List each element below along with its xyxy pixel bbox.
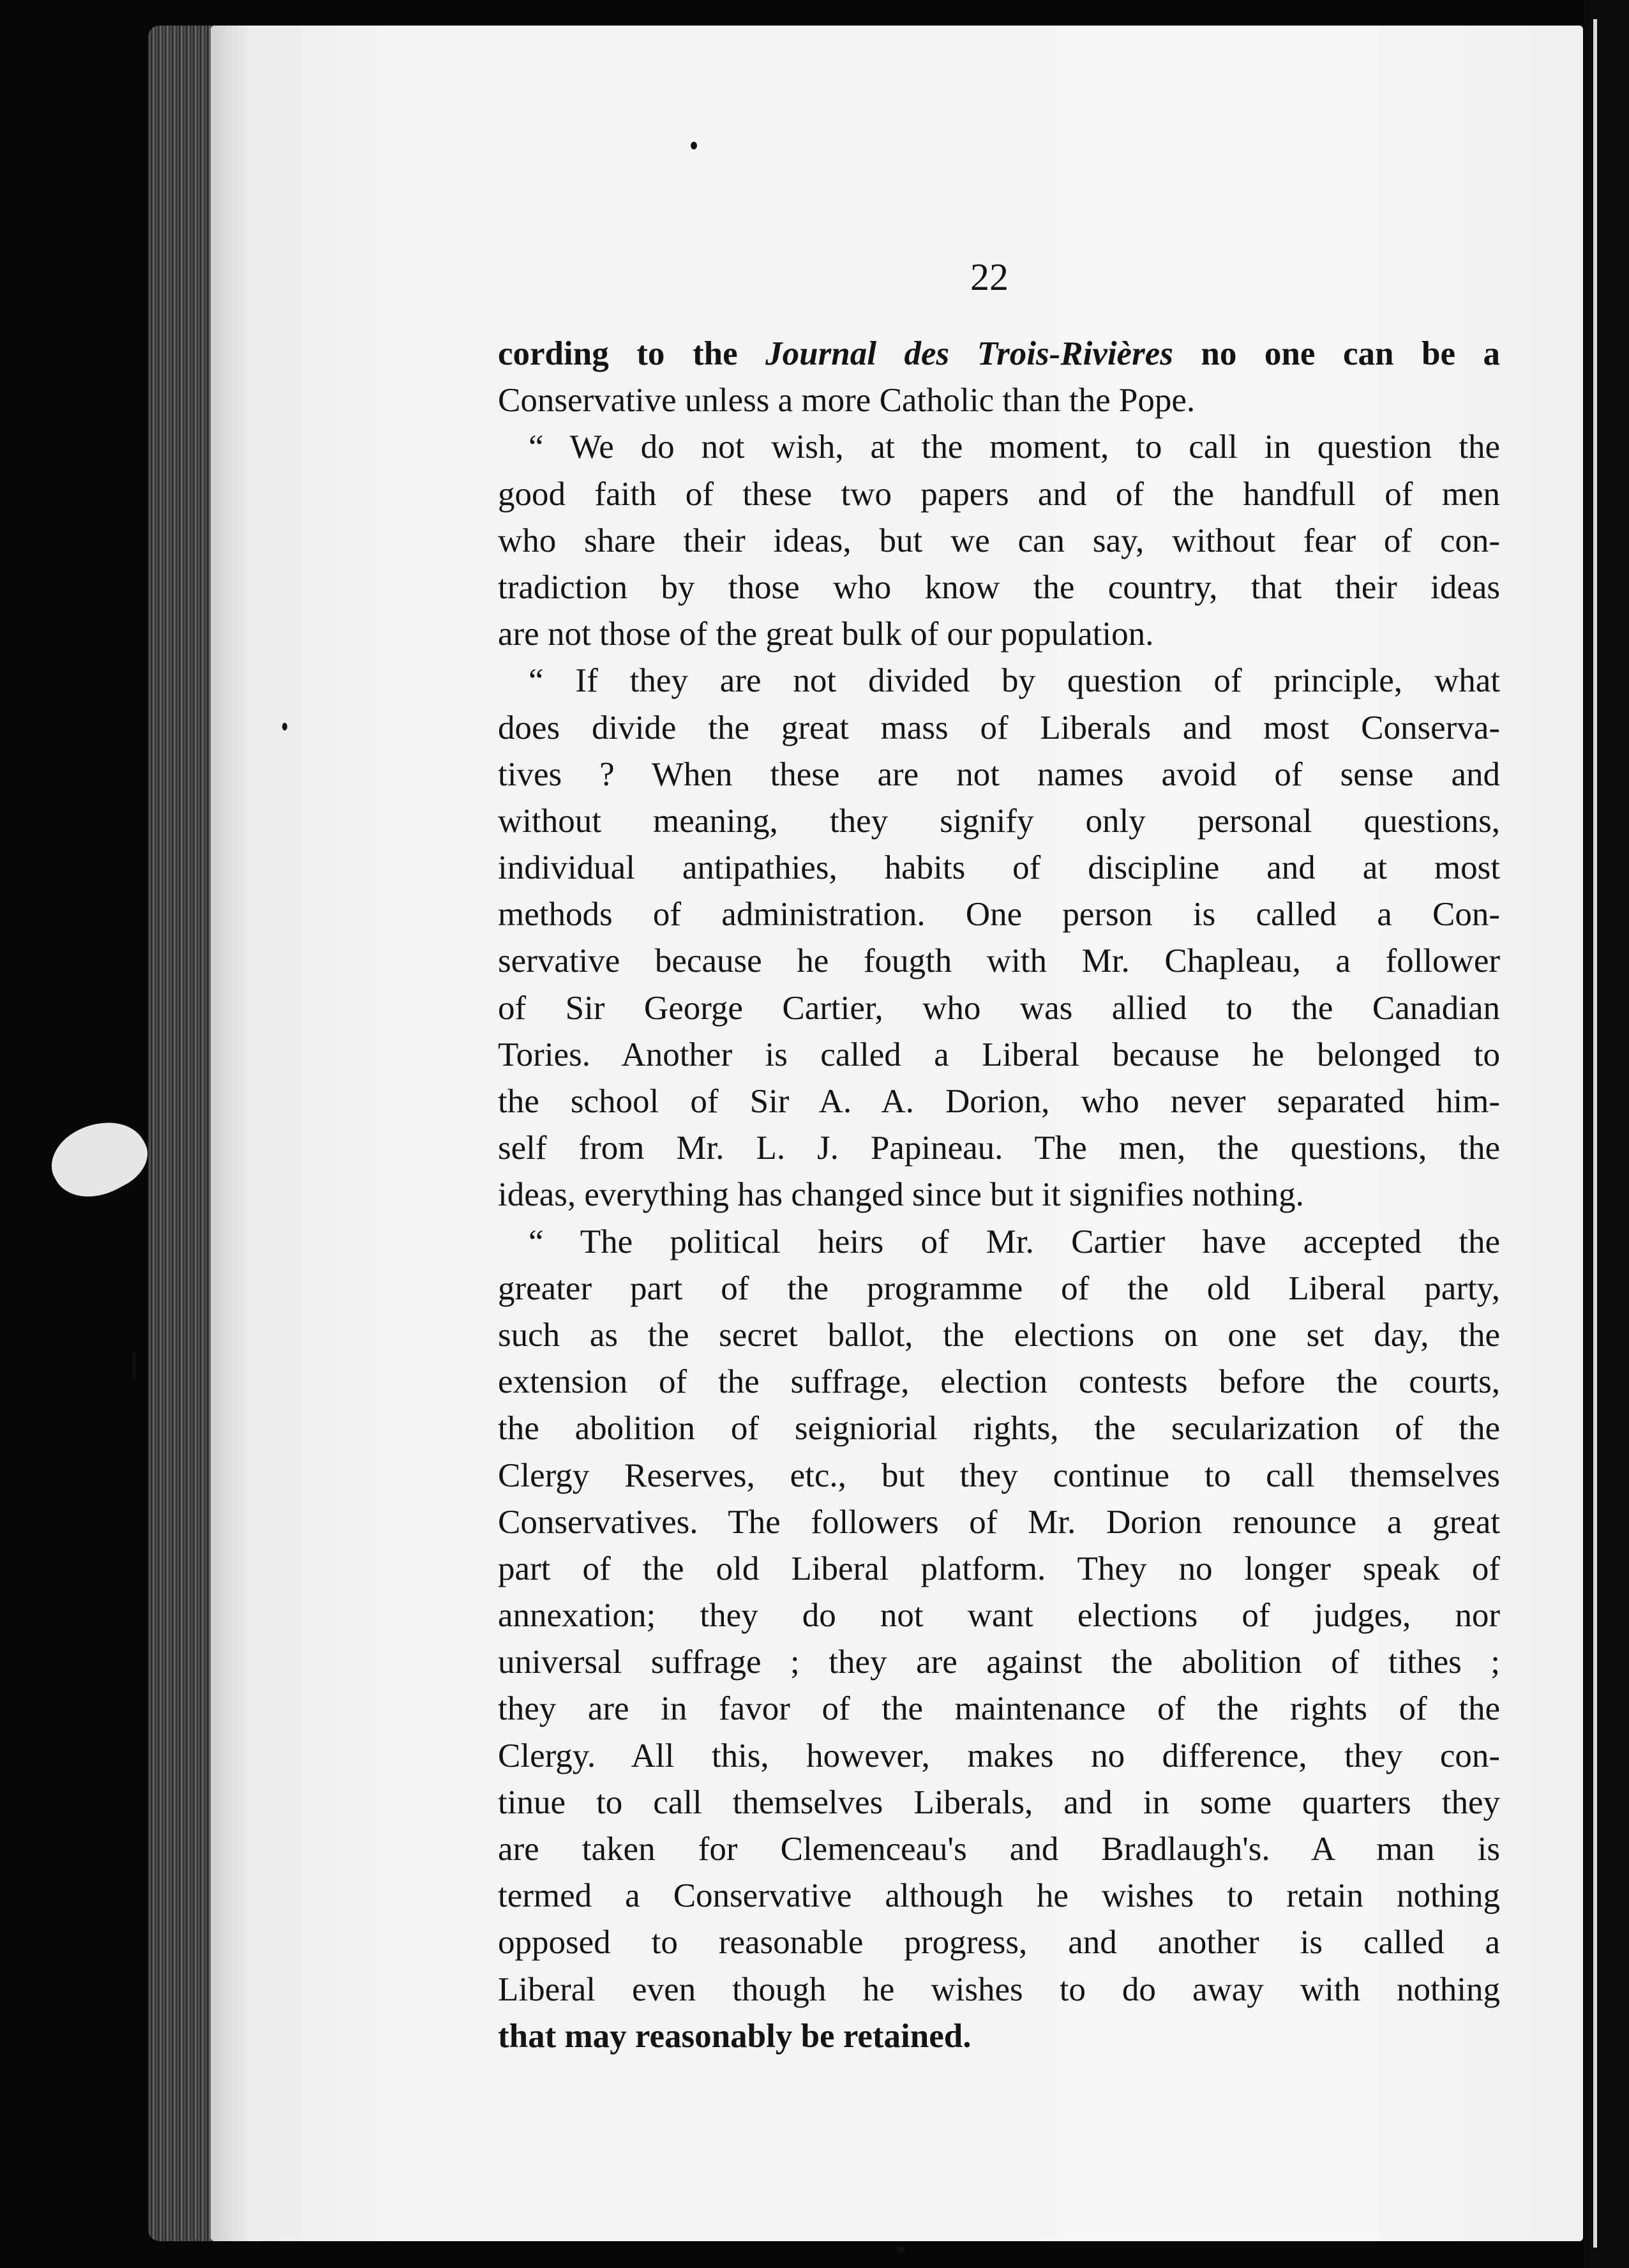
text-line: Tories. Another is called a Liberal because he belonged to [498, 1036, 1500, 1073]
text-line: Conservatives. The followers of Mr. Dorion renounce a great [498, 1503, 1500, 1541]
ink-speck [691, 142, 697, 149]
text-line: tinue to call themselves Liberals, and in some quarters they [498, 1783, 1500, 1821]
text-line: cording to the Journal des Trois-Rivières no one can be a [498, 335, 1501, 372]
text-line: Liberal even though he wishes to do away with nothing [498, 1970, 1500, 2008]
text-line: part of the old Liberal platform. They no longer speak of [498, 1550, 1500, 1587]
text-line: servative because he fougth with Mr. Chapleau, a follower [498, 942, 1500, 980]
text-line: who share their ideas, but we can say, without fear of con- [498, 522, 1500, 559]
text-line: are not those of the great bulk of our population. [498, 616, 1154, 653]
text-line: individual antipathies, habits of discipline and at most [498, 849, 1500, 887]
text-line: “ If they are not divided by question of principle, what [529, 662, 1500, 700]
text-line: good faith of these two papers and of the handfull of men [498, 475, 1500, 513]
text-line: without meaning, they signify only personal questions, [498, 802, 1500, 840]
text-line: termed a Conservative although he wishes to retain nothing [498, 1877, 1500, 1915]
right-border [1584, 0, 1629, 2268]
text-line: self from Mr. L. J. Papineau. The men, the questions, the [498, 1130, 1500, 1167]
text-line: does divide the great mass of Liberals and most Conserva- [498, 709, 1500, 746]
text-line: that may reasonably be retained. [498, 2017, 972, 2055]
text-line: tradiction by those who know the country, that their ideas [498, 568, 1500, 606]
text-line: the abolition of seigniorial rights, the secularization of the [498, 1410, 1500, 1448]
ink-speck [896, 2246, 905, 2253]
ink-speck [132, 1352, 136, 1378]
text-line: such as the secret ballot, the elections on one set day, the [498, 1316, 1500, 1354]
text-line: Clergy. All this, however, makes no difference, they con- [498, 1737, 1500, 1774]
paper-blot [40, 1105, 158, 1213]
text-line: of Sir George Cartier, who was allied to the Canadian [498, 989, 1500, 1027]
page-number: 22 [970, 256, 1009, 298]
body-text [498, 331, 1500, 2060]
text-line: “ The political heirs of Mr. Cartier have accepted the [529, 1223, 1500, 1260]
text-line: are taken for Clemenceau's and Bradlaugh's. A man is [498, 1831, 1500, 1868]
text-line: universal suffrage ; they are against the abolition of tithes ; [498, 1644, 1500, 1681]
text-line: they are in favor of the maintenance of the rights of the [498, 1690, 1500, 1728]
text-line: the school of Sir A. A. Dorion, who never separated him- [498, 1083, 1500, 1120]
text-line: tives ? When these are not names avoid of sense and [498, 755, 1500, 793]
text-line: “ We do not wish, at the moment, to call in question the [529, 428, 1500, 466]
right-edge-rule [1593, 19, 1597, 2248]
text-line: annexation; they do not want elections of judges, nor [498, 1597, 1500, 1635]
text-line: extension of the suffrage, election contests before the courts, [498, 1363, 1500, 1401]
text-line: Conservative unless a more Catholic than the Pope. [498, 382, 1196, 420]
ink-speck [282, 723, 287, 730]
text-line: methods of administration. One person is called a Con- [498, 896, 1500, 934]
text-line: Clergy Reserves, etc., but they continue to call themselves [498, 1456, 1500, 1494]
text-line: opposed to reasonable progress, and another is called a [498, 1924, 1500, 1962]
text-line: greater part of the programme of the old Liberal party, [498, 1269, 1500, 1307]
text-line: ideas, everything has changed since but it signifies nothing. [498, 1176, 1304, 1214]
